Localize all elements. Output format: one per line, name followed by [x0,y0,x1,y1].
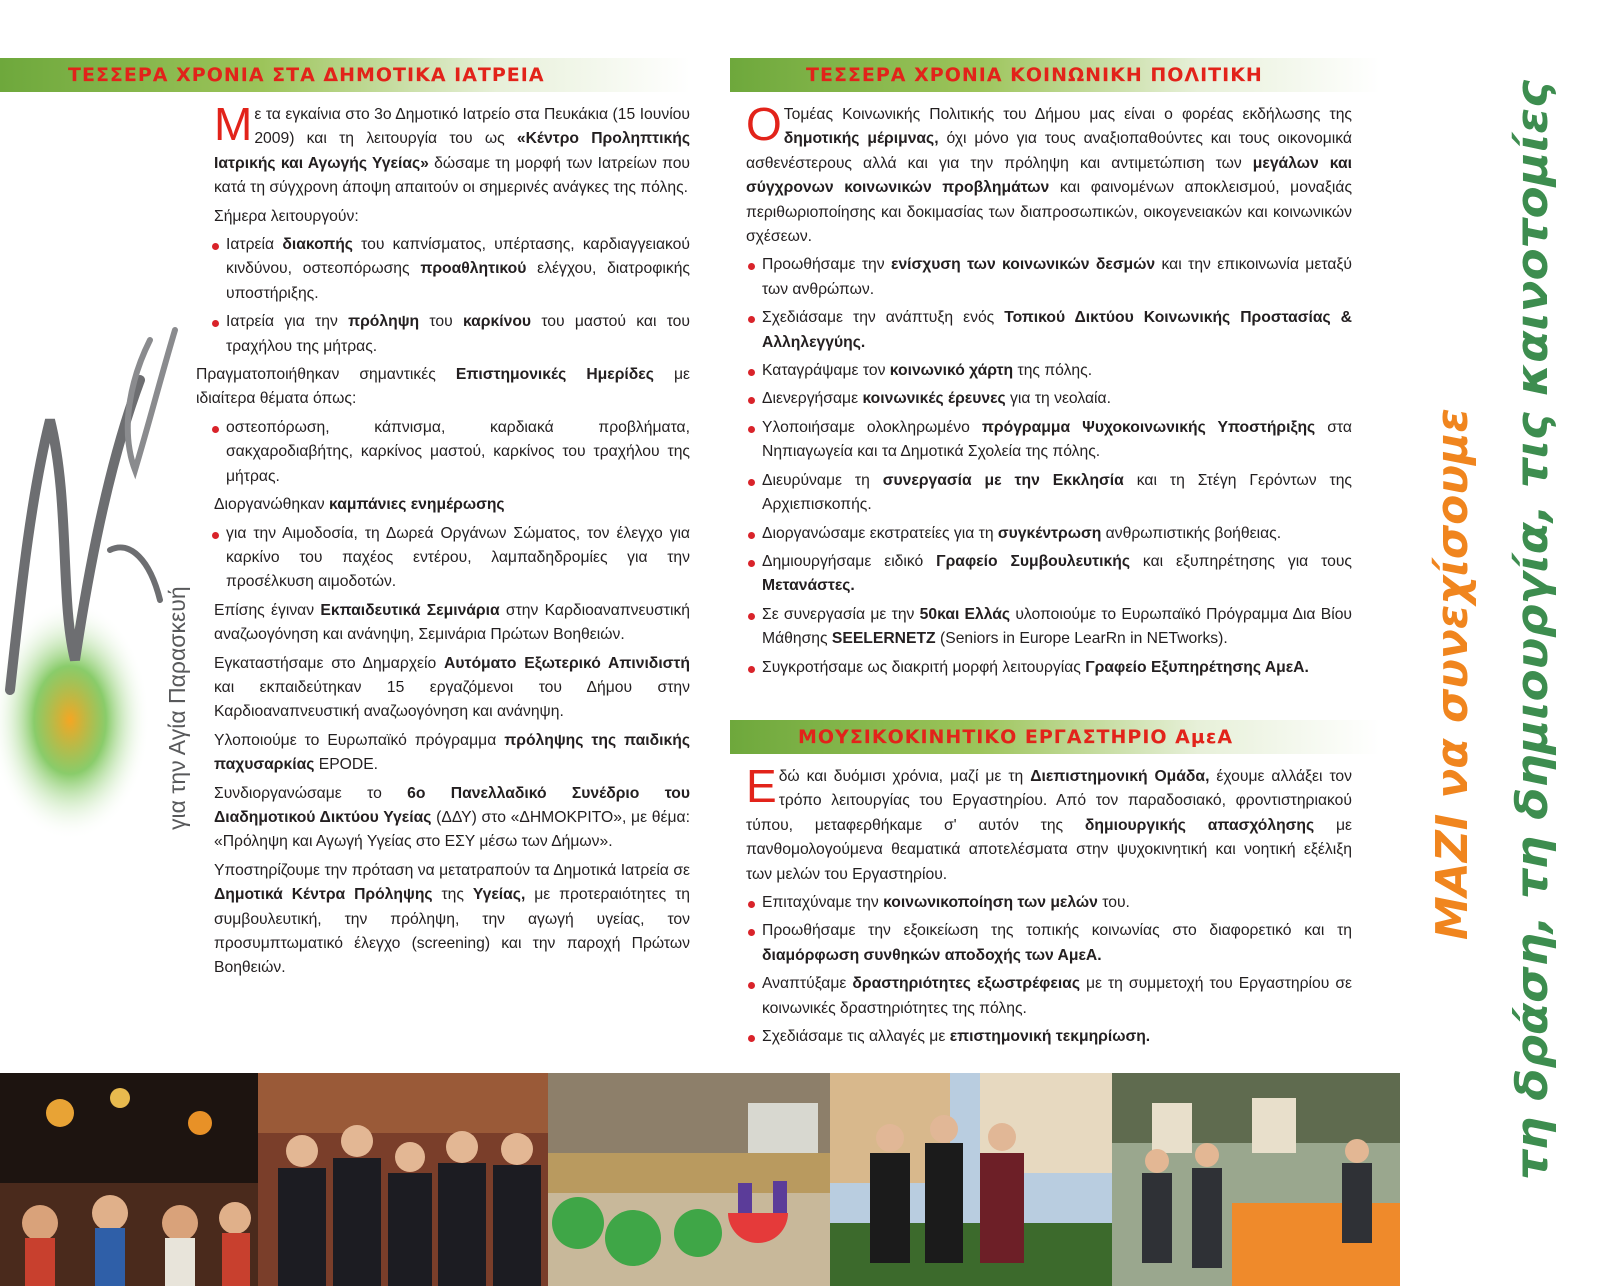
slogan-line-2: τη δράση, τη δημιουργία, τις καινοτομίες [1507,145,1558,1180]
list-item: Υλοποιήσαμε ολοκληρωμένο πρόγραμμα Ψυχοκοινωνικής Υποστήριξης στα Νηπιαγωγεία και τα Δημοτικά Σχολεία της πόλης. [746,416,1352,465]
list-item: Συγκροτήσαμε ως διακριτή μορφή λειτουργίας Γραφείο Εξυπηρέτησης ΑμεΑ. [746,656,1352,680]
right-drop-cap: Ο [746,98,782,150]
music-section-header [730,720,1380,754]
list-item: Δημιουργήσαμε ειδικό Γραφείο Συμβουλευτικής και εξυπηρέτησης για τους Μετανάστες. [746,550,1352,599]
photo-outdoor-fair [1112,1073,1400,1286]
left-seminars-paragraph: Πραγματοποιήθηκαν σημαντικές Επιστημονικές Ημερίδες με ιδιαίτερα θέματα όπως: [196,366,690,408]
list-item: Διενεργήσαμε κοινωνικές έρευνες για τη νεολαία. [746,387,1352,411]
photo-torch-relay-night [0,1073,258,1286]
list-item: Σε συνεργασία με την 50και Ελλάς υλοποιούμε το Ευρωπαϊκό Πρόγραμμα Δια Βίου Μάθησης SEELERNETZ (Seniors in Europe LearRn in NETworks). [746,603,1352,652]
left-header-title: ΤΕΣΣΕΡΑ ΧΡΟΝΙΑ ΣΤΑ ΔΗΜΟΤΙΚΑ ΙΑΤΡΕΙΑ [68,64,545,86]
list-item: Σχεδιάσαμε την ανάπτυξη ενός Τοπικού Δικτύου Κοινωνικής Προστασίας & Αλληλεγγύης. [746,306,1352,355]
photo-parade-traditional-dress [830,1073,1112,1286]
music-intro-paragraph: Εδώ και δυόμισι χρόνια, μαζί με τη Διεπιστημονική Ομάδα, έχουμε αλλάξει τον τρόπο λειτουργίας του Εργαστηρίου. Από τον παραδοσιακό, φροντιστηριακού τύπου, μεταφερθήκαμε σ' αυτόν της δημιουργικής απασχόλησης με πανθομολογούμενα θεαματικά αποτελέσματα στην ψυχοκινητική και νοητική εξέλιξη των μελών του Εργαστηρίου. [746,760,1352,883]
right-section-header [730,58,1380,92]
left-proposal-paragraph: Υποστηρίζουμε την πρόταση να μετατραπούν τα Δημοτικά Ιατρεία σε Δημοτικά Κέντρα Πρόληψης της Υγείας, με προτεραιότητες τη συμβουλευτική, την πρόληψη, την αγωγή υγείας, τον προσυμπτωματικό έλεγχο (screening) και την παροχή Πρώτων Βοηθειών. [214,861,691,977]
list-item: Προωθήσαμε την εξοικείωση της τοπικής κοινωνίας στο διαφορετικό και τη διαμόρφωση συνθηκών αποδοχής των ΑμεΑ. [746,919,1352,968]
photo-children-costumes-gym [548,1073,830,1286]
logo-subtitle: για την Αγία Παρασκευή [164,586,190,830]
photo-strip [0,1073,1400,1286]
list-item: Αναπτύξαμε δραστηριότητες εξωστρέφειας με τη συμμετοχή του Εργαστηρίου σε κοινωνικές δραστηριότητες της πόλης. [746,972,1352,1021]
list-item: Ιατρεία διακοπής του καπνίσματος, υπέρτασης, καρδιαγγειακού κινδύνου, οστεοπόρωσης προαθλητικού ελέγχου, διατροφικής υποστήριξης. [210,233,690,306]
list-item: Σχεδιάσαμε τις αλλαγές με επιστημονική τεκμηρίωση. [746,1025,1352,1049]
left-bullets-3 [210,522,690,595]
music-drop-cap: Ε [746,760,777,812]
list-item: για την Αιμοδοσία, τη Δωρεά Οργάνων Σώματος, τον έλεγχο για καρκίνο του παχέος εντέρου, λαμπαδηδρομίες για την προσέλκυση αιμοδοτών. [210,522,690,595]
slogan-line-1: ΜΑΖΙ να συνεχίσουμε [1427,408,1478,940]
left-column [196,98,691,985]
list-item: Ιατρεία για την πρόληψη του καρκίνου του μαστού και του τραχήλου της μήτρας. [210,310,690,359]
music-bullets [746,891,1352,1049]
left-epode-paragraph: Υλοποιούμε το Ευρωπαϊκό πρόγραμμα πρόληψης της παιδικής παχυσαρκίας EPODE. [214,731,690,774]
mazi-logo [0,300,200,860]
logo-brush-stroke-3 [110,547,160,600]
music-column [746,760,1352,1053]
right-bullets [746,253,1352,680]
left-conference-paragraph: Συνδιοργανώσαμε το 6ο Πανελλαδικό Συνέδριο του Διαδημοτικού Δικτύου Υγείας (ΔΔΥ) στο «ΔΗΜΟΚΡΙΤΟ», με θέμα: «Πρόληψη και Αγωγή Υγείας στο ΕΣΥ μέσω των Δήμων». [214,784,690,851]
vertical-slogan [1392,60,1600,1240]
music-header-title: ΜΟΥΣΙΚΟΚΙΝΗΤΙΚΟ ΕΡΓΑΣΤΗΡΙΟ ΑμεΑ [798,726,1234,748]
left-campaigns-paragraph: Διοργανώθηκαν καμπάνιες ενημέρωσης [214,496,505,514]
left-defibrillator-paragraph: Εγκαταστήσαμε στο Δημαρχείο Αυτόματο Εξωτερικό Απινιδιστή και εκπαιδεύτηκαν 15 εργαζόμενοι του Δήμου στην Καρδιοαναπνευστική αναζωογόνηση και ανάνηψη. [214,654,690,721]
right-intro-paragraph: Ο Τομέας Κοινωνικής Πολιτικής του Δήμου μας είναι ο φορέας εκδήλωσης της δημοτικής μέριμνας, όχι μόνο για τους αναξιοπαθούντες και τους οικονομικά ασθενέστερους αλλά και για την πρόληψη και αντιμετώπιση των μεγάλων και σύγχρονων κοινωνικών προβλημάτων και φαινομένων αποκλεισμού, μοναξιάς περιθωριοποίησης και δοκιμασίας των διαπροσωπικών, οικογενειακών και κοινωνικών σχέσεων. [746,98,1353,246]
list-item: Διοργανώσαμε εκστρατείες για τη συγκέντρωση ανθρωπιστικής βοήθειας. [746,522,1352,546]
list-item: οστεοπόρωση, κάπνισμα, καρδιακά προβλήματα, σακχαροδιαβήτης, καρκίνος μαστού, καρκίνος του τραχήλου της μήτρας. [210,416,690,489]
left-bullets-1 [210,233,690,359]
list-item: Διευρύναμε τη συνεργασία με την Εκκλησία και τη Στέγη Γερόντων της Αρχιεπισκοπής. [746,469,1352,518]
left-section-header [0,58,690,92]
list-item: Καταγράψαμε τον κοινωνικό χάρτη της πόλης. [746,359,1352,383]
left-intro-paragraph: Με τα εγκαίνια στο 3ο Δημοτικό Ιατρείο στα Πευκάκια (15 Ιουνίου 2009) και τη λειτουργία του ως «Κέντρο Προληπτικής Ιατρικής και Αγωγής Υγείας» δώσαμε τη μορφή των Ιατρείων που κατά τη σύγχρονη άποψη απαιτούν οι σημερινές ανάγκες της πόλης. [214,98,691,197]
photo-officials-group [258,1073,548,1286]
list-item: Προωθήσαμε την ενίσχυση των κοινωνικών δεσμών και την επικοινωνία μεταξύ των ανθρώπων. [746,253,1352,302]
left-drop-cap: Μ [214,98,253,150]
left-today-label: Σήμερα λειτουργούν: [214,207,359,225]
list-item: Επιταχύναμε την κοινωνικοποίηση των μελών του. [746,891,1352,915]
left-training-paragraph: Επίσης έγιναν Εκπαιδευτικά Σεμινάρια στην Καρδιοαναπνευστική αναζωογόνηση και ανάνηψη, Σεμινάρια Πρώτων Βοηθειών. [214,601,691,644]
left-bullets-2 [210,416,690,489]
right-header-title: ΤΕΣΣΕΡΑ ΧΡΟΝΙΑ ΚΟΙΝΩΝΙΚΗ ΠΟΛΙΤΙΚΗ [806,64,1263,86]
right-column [746,98,1353,684]
